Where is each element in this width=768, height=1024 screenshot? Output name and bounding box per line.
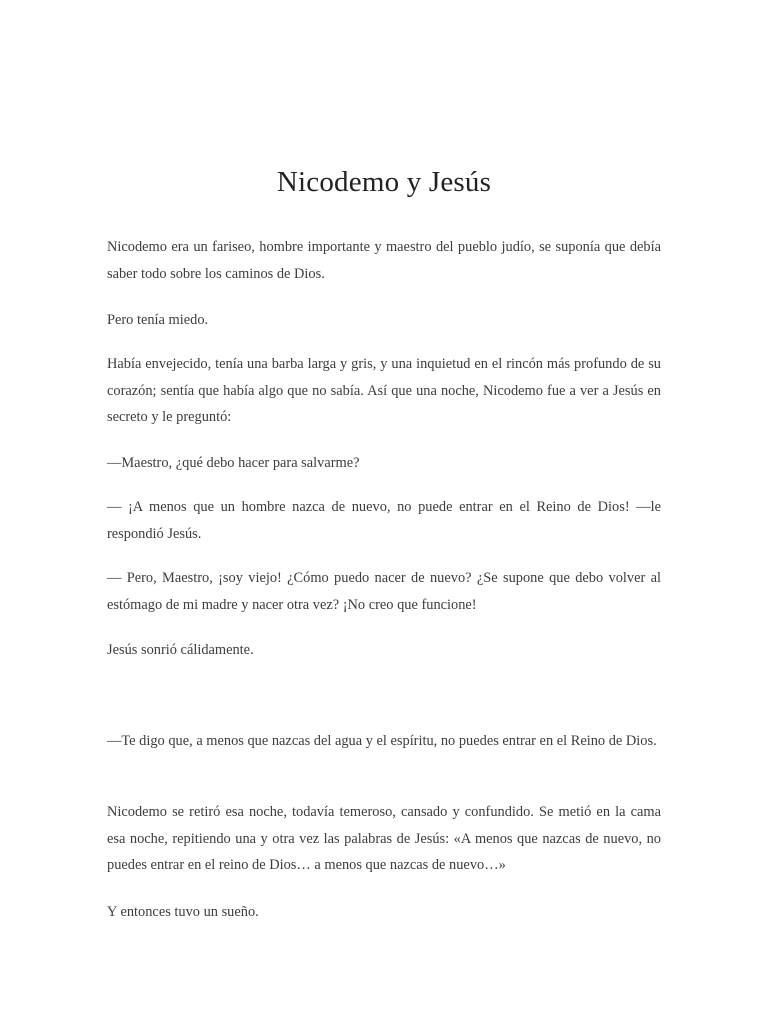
paragraph: — ¡A menos que un hombre nazca de nuevo, no puede entrar en el Reino de Dios! —le respondió Jesús. (107, 499, 661, 542)
paragraph: Nicodemo se retiró esa noche, todavía temeroso, cansado y confundido. Se metió en la cama esa noche, repitiendo una y otra vez las palabras de Jesús: «A menos que nazcas de nuevo, no puedes entrar en el reino de Dios… a menos que nazcas de nuevo…» (107, 804, 661, 873)
document-title: Nicodemo y Jesús (276, 166, 492, 198)
paragraph: Y entonces tuvo un sueño. (107, 904, 259, 920)
paragraph: Había envejecido, tenía una barba larga y gris, y una inquietud en el rincón más profundo de su corazón; sentía que había algo que no sabía. Así que una noche, Nicodemo fue a ver a Jesús en secreto y le preguntó: (107, 356, 661, 425)
paragraph: Nicodemo era un fariseo, hombre importante y maestro del pueblo judío, se suponía que debía saber todo sobre los caminos de Dios. (107, 239, 661, 282)
paragraph: —Maestro, ¿qué debo hacer para salvarme? (107, 455, 360, 471)
paragraph: Jesús sonrió cálidamente. (107, 642, 254, 658)
paragraph: —Te digo que, a menos que nazcas del agua y el espíritu, no puedes entrar en el Reino de Dios. (107, 733, 657, 749)
paragraph: Pero tenía miedo. (107, 312, 209, 328)
paragraph: — Pero, Maestro, ¡soy viejo! ¿Cómo puedo nacer de nuevo? ¿Se supone que debo volver al estómago de mi madre y nacer otra vez? ¡No creo que funcione! (107, 570, 661, 613)
